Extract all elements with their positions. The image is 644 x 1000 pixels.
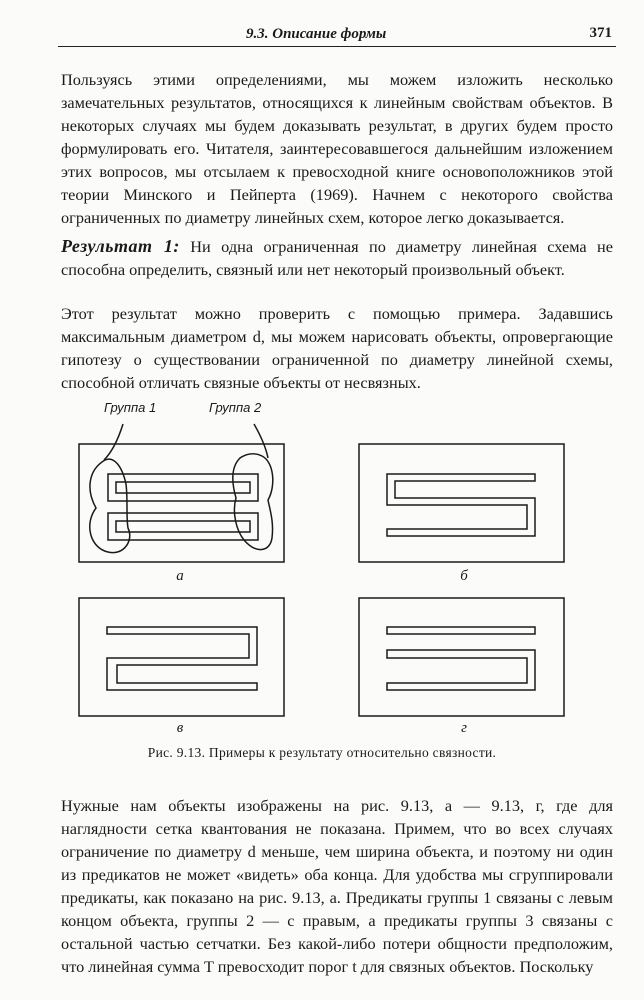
panel-label-b: б bbox=[460, 568, 468, 584]
group-label-2: Группа 2 bbox=[209, 400, 262, 415]
page-header bbox=[58, 24, 616, 47]
group-label-1: Группа 1 bbox=[104, 400, 157, 415]
panel-b-frame bbox=[359, 444, 564, 562]
panel-v-shape bbox=[107, 627, 257, 690]
group-1-pointer bbox=[104, 424, 123, 460]
panel-v-frame bbox=[79, 598, 284, 716]
panel-a-bottom-inner bbox=[116, 521, 250, 532]
group-2-pointer bbox=[254, 424, 268, 458]
panel-label-a: а bbox=[176, 568, 184, 584]
discussion-paragraph: Нужные нам объекты изображены на рис. 9.13, а — 9.13, г, где для наглядности сетка квантования не показана. Примем, что во всех случаях ограничение по диаметру d меньше, чем ширина объекта, и поэтому ни один из предикатов не может «видеть» оба конца. Для удобства мы сгруппировали предикаты, как показано на рис. 9.13, а. Предикаты группы 1 связаны с левым концом объекта, группы 2 — с правым, а предикаты группы 3 связаны с остальной частью сетчатки. Без какой-либо потери общности предположим, что линейная сумма T превосходит порог t для связных объектов. Поскольку bbox=[61, 796, 613, 976]
panel-a-top-inner bbox=[116, 482, 250, 493]
group-1-outline bbox=[90, 459, 130, 553]
intro-paragraph: Пользуясь этими определениями, мы можем изложить несколько замечательных результатов, относящихся к линейным свойствам объектов. В некоторых случаях мы будем доказывать результат, в других будем просто формулировать его. Читателя, заинтересовавшегося дальнейшим изложением этих вопросов, мы отсылаем к превосходной книге основоположников этой теории Минского и Пейперта (1969). Начнем с некоторого свойства ограниченных по диаметру линейных схем, которое легко доказывается. bbox=[61, 70, 613, 227]
panel-g-top-bar bbox=[387, 627, 535, 634]
panel-a-frame bbox=[79, 444, 284, 562]
result-text: Ни одна ограниченная по диаметру линейная схема не способна определить, связный или нет некоторый произвольный объект. bbox=[61, 237, 613, 279]
figure-caption: Рис. 9.13. Примеры к результату относительно связности. bbox=[147, 745, 497, 760]
panel-g-bottom-shape bbox=[387, 650, 535, 690]
panel-b-shape bbox=[387, 474, 535, 536]
result-label: Результат 1: bbox=[61, 236, 180, 256]
panel-label-g: г bbox=[461, 720, 467, 736]
result-statement bbox=[61, 235, 613, 281]
panel-g-frame bbox=[359, 598, 564, 716]
page-number: 371 bbox=[589, 25, 612, 41]
panel-label-v: в bbox=[176, 720, 184, 736]
running-head: 9.3. Описание формы bbox=[246, 26, 387, 42]
example-paragraph: Этот результат можно проверить с помощью примера. Задавшись максимальным диаметром d, мы можем нарисовать объекты, опровергающие гипотезу о существовании ограниченной по диаметру линейной схемы, способной отличать связные объекты от несвязных. bbox=[61, 304, 613, 392]
figure-drawing bbox=[0, 390, 644, 740]
